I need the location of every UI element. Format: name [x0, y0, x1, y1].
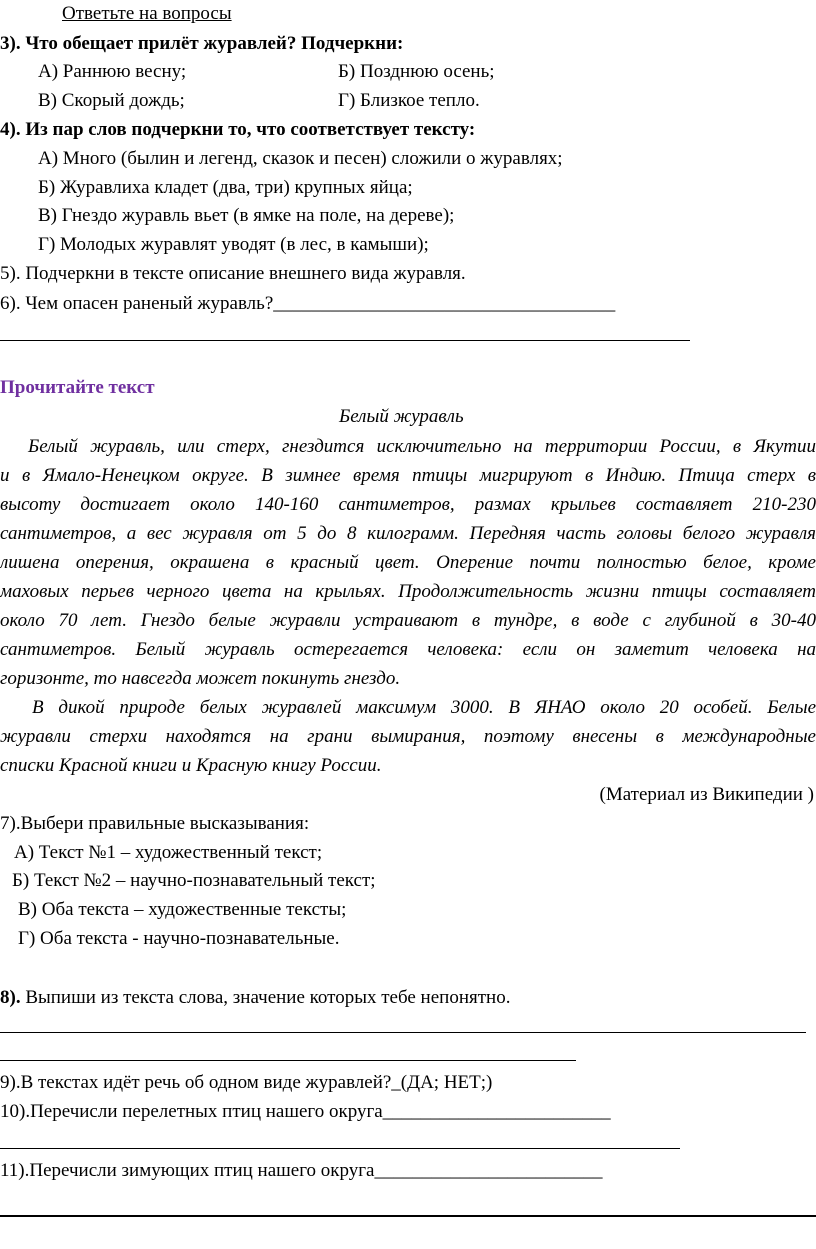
answer-line	[0, 1060, 576, 1061]
q7-option-c: В) Оба текста – художественные тексты;	[18, 899, 347, 920]
source-note: (Материал из Википедии )	[599, 784, 814, 805]
text-line: В дикой природе белых журавлей максимум 3000. В ЯНАО около 20 особей. Белые	[32, 697, 816, 718]
q7-option-d: Г) Оба текста - научно-познавательные.	[18, 928, 340, 949]
question-4: 4). Из пар слов подчеркни то, что соответствует тексту:	[0, 119, 476, 140]
q3-option-b: Б) Позднюю осень;	[338, 61, 495, 82]
answer-line	[0, 1032, 806, 1033]
text-line: маховых перьев черного цвета на крыльях. Продолжительность жизни птицы составляет	[0, 581, 816, 602]
text-line: высоту достигает около 140-160 сантиметров, размах крыльев составляет 210-230	[0, 494, 816, 515]
text-line: сантиметров. Белый журавль остерегается человека: если он заметит человека на	[0, 639, 816, 660]
question-11: 11).Перечисли зимующих птиц нашего округа________________________	[0, 1160, 603, 1181]
text-line: журавли стерхи находятся на грани вымирания, поэтому внесены в международные	[0, 726, 816, 747]
q3-option-c: В) Скорый дождь;	[38, 90, 185, 111]
q4-option-a: А) Много (былин и легенд, сказок и песен) сложили о журавлях;	[38, 148, 563, 169]
question-7: 7).Выбери правильные высказывания:	[0, 813, 310, 834]
text-line: около 70 лет. Гнездо белые журавли устраивают в тундре, в воде с глубиной в 30-40	[0, 610, 816, 631]
page-divider	[0, 1215, 816, 1217]
text-line: Белый журавль, или стерх, гнездится исключительно на территории России, в Якутии	[28, 436, 816, 457]
question-8-text: Выпиши из текста слова, значение которых тебе непонятно.	[20, 987, 511, 1008]
question-10: 10).Перечисли перелетных птиц нашего округа________________________	[0, 1101, 611, 1122]
q4-option-d: Г) Молодых журавлят уводят (в лес, в камыши);	[38, 234, 429, 255]
q7-option-b: Б) Текст №2 – научно-познавательный текст;	[12, 870, 376, 891]
text-line: списки Красной книги и Красную книгу России.	[0, 755, 382, 776]
answer-line	[0, 1148, 680, 1149]
reading-title: Белый журавль	[339, 406, 464, 427]
q3-option-a: А) Раннюю весну;	[38, 61, 187, 82]
text-line: горизонте, то навсегда может покинуть гнездо.	[0, 668, 401, 689]
question-3: 3). Что обещает прилёт журавлей? Подчеркни:	[0, 33, 404, 54]
text-line: лишена оперения, окрашена в красный цвет. Оперение почти полностью белое, кроме	[0, 552, 816, 573]
question-9: 9).В текстах идёт речь об одном виде журавлей?_(ДА; НЕТ;)	[0, 1072, 493, 1093]
q4-option-b: Б) Журавлиха кладет (два, три) крупных яйца;	[38, 177, 413, 198]
question-6: 6). Чем опасен раненый журавль?____________________________________	[0, 293, 616, 314]
question-8	[0, 986, 510, 1010]
answer-line	[0, 340, 690, 341]
q3-option-d: Г) Близкое тепло.	[338, 90, 480, 111]
section-title: Ответьте на вопросы	[62, 3, 232, 24]
q7-option-a: А) Текст №1 – художественный текст;	[14, 842, 323, 863]
question-5: 5). Подчеркни в тексте описание внешнего вида журавля.	[0, 263, 466, 284]
text-line: и в Ямало-Ненецком округе. В зимнее время птицы мигрируют в Индию. Птица стерх в	[0, 465, 816, 486]
reading-heading: Прочитайте текст	[0, 377, 155, 398]
text-line: сантиметров, а вес журавля от 5 до 8 килограмм. Передняя часть головы белого журавля	[0, 523, 816, 544]
q4-option-c: В) Гнездо журавль вьет (в ямке на поле, на дереве);	[38, 205, 455, 226]
question-8-number: 8).	[0, 987, 21, 1008]
